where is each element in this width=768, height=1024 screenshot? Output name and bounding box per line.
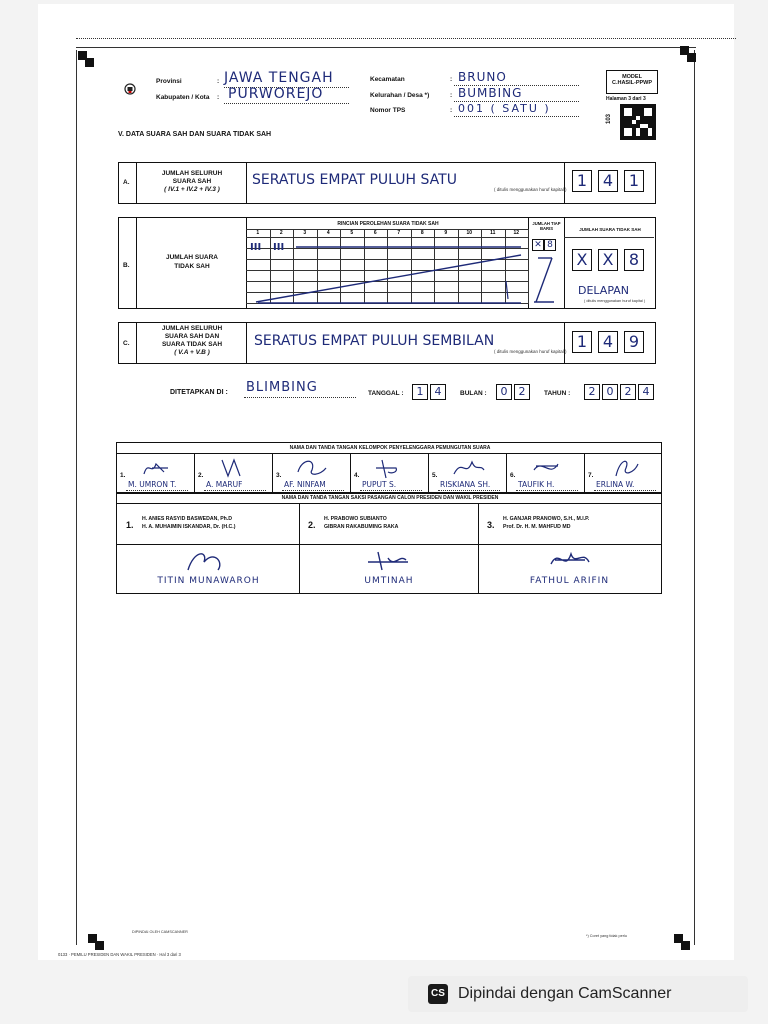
- row-a-digit-2: 4: [598, 170, 618, 192]
- kpps-signature: [528, 456, 568, 480]
- reg-mark-bl2: [95, 941, 104, 950]
- grid-col-header: 2: [270, 229, 295, 238]
- saksi-col-div2: [478, 503, 479, 593]
- kpps-name-dots: [516, 490, 578, 491]
- page-info: Halaman 3 dari 3: [606, 96, 646, 102]
- row-a-label3: ( IV.1 + IV.2 + IV.3 ): [164, 186, 220, 193]
- candidate-line1: H. ANIES RASYID BASWEDAN, Ph.D: [142, 516, 233, 522]
- kpps-member-number: 7.: [588, 472, 594, 479]
- kecamatan-colon: :: [450, 76, 453, 83]
- kpps-signature: [606, 456, 646, 480]
- row-a-divider1: [136, 162, 137, 203]
- kpps-member-number: 5.: [432, 472, 438, 479]
- total-invalid-rule: [564, 237, 654, 238]
- row-c-label1: JUMLAH SELURUH: [161, 325, 223, 332]
- kpps-member-name: RISKIANA SH.: [440, 480, 491, 489]
- tahun-digit-4: 4: [638, 384, 654, 400]
- grid-col-header: 6: [364, 229, 389, 238]
- row-b-label2: TIDAK SAH: [174, 263, 210, 270]
- row-c-label2: SUARA SAH DAN: [164, 333, 220, 340]
- kpps-member-number: 3.: [276, 472, 282, 479]
- row-b-divider4: [564, 217, 565, 308]
- kpps-member-name: A. MARUF: [206, 480, 243, 489]
- provinsi-value: JAWA TENGAH: [224, 70, 334, 86]
- tanggal-digit-1: 1: [412, 384, 428, 400]
- footer-bottom-small: 0133 · PEMILU PRESIDEN DAN WAKIL PRESIDEN · Hal 3 dari 3: [58, 952, 181, 957]
- camscanner-text: Dipindai dengan CamScanner: [458, 985, 672, 1002]
- grid-col-header: 8: [411, 229, 436, 238]
- grid-col-header: 9: [434, 229, 459, 238]
- row-a-divider2: [246, 162, 247, 203]
- row-c-digit-3: 9: [624, 331, 644, 353]
- tps-dots: [454, 116, 579, 117]
- kpps-col-divider: [194, 454, 195, 492]
- kpps-name-dots: [360, 490, 422, 491]
- saksi-title-rule: [116, 503, 662, 504]
- kpps-member-name: TAUFIK H.: [518, 480, 555, 489]
- camscanner-banner: [408, 976, 748, 1012]
- grid-col-header: 11: [481, 229, 506, 238]
- saksi-title: NAMA DAN TANDA TANGAN SAKSI PASANGAN CALON PRESIDEN DAN WAKIL PRESIDEN: [281, 495, 499, 501]
- kpps-col-divider: [584, 454, 585, 492]
- kpps-name-dots: [282, 490, 344, 491]
- side-code: 103: [606, 113, 613, 125]
- row-c-divider2: [246, 322, 247, 363]
- kecamatan-label: Kecamatan: [370, 76, 405, 83]
- kpps-member-number: 1.: [120, 472, 126, 479]
- candidate-line2: H. A. MUHAIMIN ISKANDAR, Dr. (H.C.): [142, 524, 236, 530]
- tanggal-digit-2: 4: [430, 384, 446, 400]
- row-total-label: JUMLAH TIAP BARIS: [532, 221, 561, 231]
- footer-left-small: DIPINDAI OLEH CAMSCANNER: [132, 930, 188, 934]
- kpps-member-number: 6.: [510, 472, 516, 479]
- row-a-digit-1: 1: [572, 170, 592, 192]
- kpps-member-name: AF. NINFAM: [284, 480, 326, 489]
- grid-col-header: 1: [246, 229, 271, 238]
- frame-top-line: [76, 47, 696, 48]
- kpps-member-number: 4.: [354, 472, 360, 479]
- row-b-words: DELAPAN: [578, 284, 630, 297]
- row-c-digit-2: 4: [598, 331, 618, 353]
- row-c-label3: SUARA TIDAK SAH: [161, 341, 223, 348]
- kabupaten-dots: [224, 103, 349, 104]
- grid-col-header: 12: [505, 229, 530, 238]
- bulan-label: BULAN :: [460, 390, 487, 397]
- kpps-name-dots: [126, 490, 188, 491]
- kpps-col-divider: [272, 454, 273, 492]
- kpps-signature: [372, 456, 412, 480]
- grid-col-header: 3: [293, 229, 318, 238]
- row-a-letter: A.: [123, 179, 130, 186]
- form-sheet: [38, 4, 734, 960]
- grid-col-header: 10: [458, 229, 483, 238]
- row-a-hint: ( ditulis menggunakan huruf kapital ): [494, 187, 567, 192]
- model-line1: MODEL: [622, 74, 642, 80]
- camscanner-logo-icon: [428, 984, 448, 1004]
- provinsi-label: Provinsi: [156, 78, 182, 85]
- candidate-line2: Prof. Dr. H. M. MAHFUD MD: [503, 524, 571, 530]
- row-b-digit-3: 8: [624, 249, 644, 271]
- kecamatan-value: BRUNO: [458, 70, 507, 84]
- row-b-divider1: [136, 217, 137, 308]
- kpps-signature: [294, 456, 334, 480]
- kpps-signature: [216, 456, 256, 480]
- candidate-number: 2.: [308, 520, 316, 530]
- candidate-number: 3.: [487, 520, 495, 530]
- candidate-line1: H. PRABOWO SUBIANTO: [324, 516, 387, 522]
- qr-code-icon: [620, 104, 656, 140]
- reg-mark-br2: [681, 941, 690, 950]
- witness-name: UMTINAH: [364, 576, 414, 586]
- kpps-col-divider: [506, 454, 507, 492]
- kpps-signature: [138, 456, 178, 480]
- frame-left-line: [76, 50, 77, 945]
- row-c-digit-1: 1: [572, 331, 592, 353]
- row-b-hint: ( ditulis menggunakan huruf kapital ): [584, 299, 646, 303]
- saksi-mid-rule: [116, 544, 662, 545]
- bulan-digit-2: 2: [514, 384, 530, 400]
- kelurahan-colon: :: [450, 92, 453, 99]
- kabupaten-colon: :: [217, 94, 220, 101]
- row-a-digit-3: 1: [624, 170, 644, 192]
- row-total-x: ✕: [532, 239, 544, 251]
- row-c-hint: ( ditulis menggunakan huruf kapital ): [494, 349, 567, 354]
- model-line2: C.HASIL-PPWP: [611, 80, 653, 86]
- row-a-divider3: [564, 162, 565, 203]
- footer-right-small: *) Coret yang tidak perlu: [586, 934, 627, 938]
- candidate-line2: GIBRAN RAKABUMING RAKA: [324, 524, 399, 530]
- kabupaten-label: Kabupaten / Kota: [156, 94, 210, 101]
- saksi-col-div1: [299, 503, 300, 593]
- tahun-digit-2: 0: [602, 384, 618, 400]
- provinsi-colon: :: [217, 78, 220, 85]
- kpps-col-divider: [350, 454, 351, 492]
- tanggal-label: TANGGAL :: [368, 390, 404, 397]
- ditetapkan-value: BLIMBING: [246, 380, 318, 395]
- row-b-letter: B.: [123, 262, 130, 269]
- tally-row1-col1: III: [250, 242, 262, 253]
- row-c-label4: ( V.A + V.B ): [174, 349, 210, 356]
- row-c-divider1: [136, 322, 137, 363]
- tps-colon: :: [450, 107, 453, 114]
- row-b-digit-1: X: [572, 249, 592, 271]
- kpps-member-number: 2.: [198, 472, 204, 479]
- kpps-name-dots: [438, 490, 500, 491]
- kelurahan-value: BUMBING: [458, 86, 523, 100]
- row-a-label2: SUARA SAH: [172, 178, 212, 185]
- kpps-name-dots: [594, 490, 656, 491]
- row-b-digit-2: X: [598, 249, 618, 271]
- witness-name: TITIN MUNAWAROH: [157, 576, 260, 586]
- reg-mark-tl2: [85, 58, 94, 67]
- row-c-letter: C.: [123, 340, 130, 347]
- kabupaten-value: PURWOREJO: [228, 86, 324, 102]
- kelurahan-label: Kelurahan / Desa *): [370, 92, 430, 99]
- kpps-name-dots: [204, 490, 266, 491]
- section-title: V. DATA SUARA SAH DAN SUARA TIDAK SAH: [118, 131, 272, 138]
- kpps-member-name: M. UMRON T.: [128, 480, 177, 489]
- kpps-member-name: PUPUT S.: [362, 480, 397, 489]
- camscanner-badge-text: CS: [431, 988, 445, 999]
- tahun-digit-3: 2: [620, 384, 636, 400]
- tps-label: Nomor TPS: [370, 107, 406, 114]
- kpps-title: NAMA DAN TANDA TANGAN KELOMPOK PENYELENGGARA PEMUNGUTAN SUARA: [289, 445, 491, 451]
- kpu-logo-icon: [124, 82, 136, 94]
- kpps-member-name: ERLINA W.: [596, 480, 635, 489]
- reg-mark-tr2: [687, 53, 696, 62]
- total-invalid-label: JUMLAH SUARA TIDAK SAH: [579, 227, 641, 232]
- row-total-value: 8: [544, 239, 556, 251]
- grid-title: RINCIAN PEROLEHAN SUARA TIDAK SAH: [337, 221, 439, 227]
- row-a-label1: JUMLAH SELURUH: [161, 170, 223, 177]
- top-dotted-rule: [76, 38, 736, 39]
- witness-signature: [545, 548, 595, 574]
- witness-name: FATHUL ARIFIN: [529, 576, 610, 586]
- kpps-col-divider: [428, 454, 429, 492]
- tally-strike-lines: [246, 229, 528, 307]
- witness-signature: [184, 548, 234, 574]
- candidate-line1: H. GANJAR PRANOWO, S.H., M.I.P.: [503, 516, 590, 522]
- ditetapkan-dots: [244, 397, 356, 398]
- tally-row1-col2: III: [273, 242, 285, 253]
- tahun-label: TAHUN :: [544, 390, 571, 397]
- grid-col-header: 4: [317, 229, 342, 238]
- model-box: [606, 70, 658, 94]
- witness-signature: [364, 548, 414, 574]
- frame-right-line: [694, 50, 695, 945]
- grid-col-header: 7: [387, 229, 412, 238]
- grid-col-header: 5: [340, 229, 365, 238]
- row-total-strike: [530, 254, 562, 306]
- row-a-words: SERATUS EMPAT PULUH SATU: [252, 172, 457, 188]
- row-b-label1: JUMLAH SUARA: [166, 254, 218, 261]
- tps-value: 001 ( SATU ): [458, 102, 551, 115]
- kpps-signature: [450, 456, 490, 480]
- row-c-divider3: [564, 322, 565, 363]
- bulan-digit-1: 0: [496, 384, 512, 400]
- row-c-words: SERATUS EMPAT PULUH SEMBILAN: [254, 333, 495, 349]
- kpps-title-rule: [116, 453, 662, 454]
- tahun-digit-1: 2: [584, 384, 600, 400]
- ditetapkan-label: DITETAPKAN DI :: [170, 389, 228, 396]
- candidate-number: 1.: [126, 520, 134, 530]
